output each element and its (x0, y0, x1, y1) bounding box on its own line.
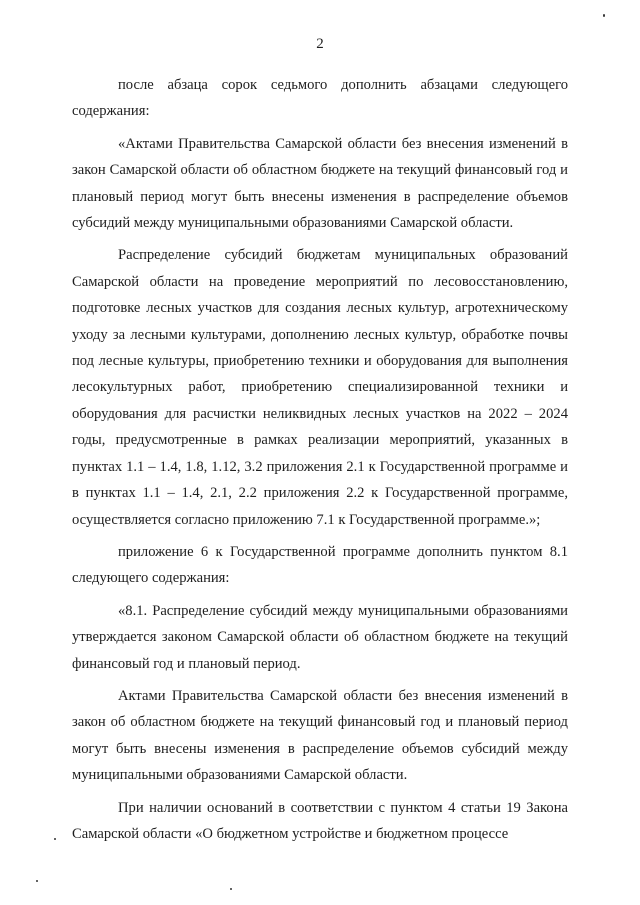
scan-speck (54, 838, 56, 840)
paragraph: Распределение субсидий бюджетам муниципальных образований Самарской области на проведение мероприятий по лесовосстановлению, подготовке лесных участков для создания лесных культур, агротехническому уходу за лесными культурами, дополнению лесных культур, обработке почвы под лесные культуры, приобретению техники и оборудования для выполнения лесокультурных работ, приобретению специализированной техники и оборудования для расчистки неликвидных лесных участков на 2022 – 2024 годы, предусмотренные в рамках реализации мероприятий, указанных в пунктах 1.1 – 1.4, 1.8, 1.12, 3.2 приложения 2.1 к Государственной программе и в пунктах 1.1 – 1.4, 2.1, 2.2 приложения 2.2 к Государственной программе, осуществляется согласно приложению 7.1 к Государственной программе.»; (72, 247, 568, 528)
page-number: 2 (316, 36, 324, 52)
paragraph: Актами Правительства Самарской области без внесения изменений в закон об областном бюджете на текущий финансовый год и плановый период могут быть внесены изменения в распределение объемов субсидий между муниципальными образованиями Самарской области. (72, 687, 568, 784)
document-body (72, 72, 568, 853)
scan-speck (230, 888, 232, 890)
scan-speck (36, 880, 38, 882)
paragraph: «8.1. Распределение субсидий между муниципальными образованиями утверждается законом Самарской области об областном бюджете на текущий финансовый год и плановый период. (72, 602, 568, 672)
paragraph: При наличии оснований в соответствии с пунктом 4 статьи 19 Закона Самарской области «О бюджетном устройстве и бюджетном процессе (72, 799, 568, 842)
scan-speck (603, 14, 605, 17)
paragraph: приложение 6 к Государственной программе дополнить пунктом 8.1 следующего содержания: (72, 543, 568, 587)
paragraph: после абзаца сорок седьмого дополнить абзацами следующего содержания: (72, 77, 568, 120)
paragraph: «Актами Правительства Самарской области без внесения изменений в закон Самарской области об областном бюджете на текущий финансовый год и плановый период могут быть внесены изменения в распределение объемов субсидий между муниципальными образованиями Самарской области. (72, 135, 568, 232)
